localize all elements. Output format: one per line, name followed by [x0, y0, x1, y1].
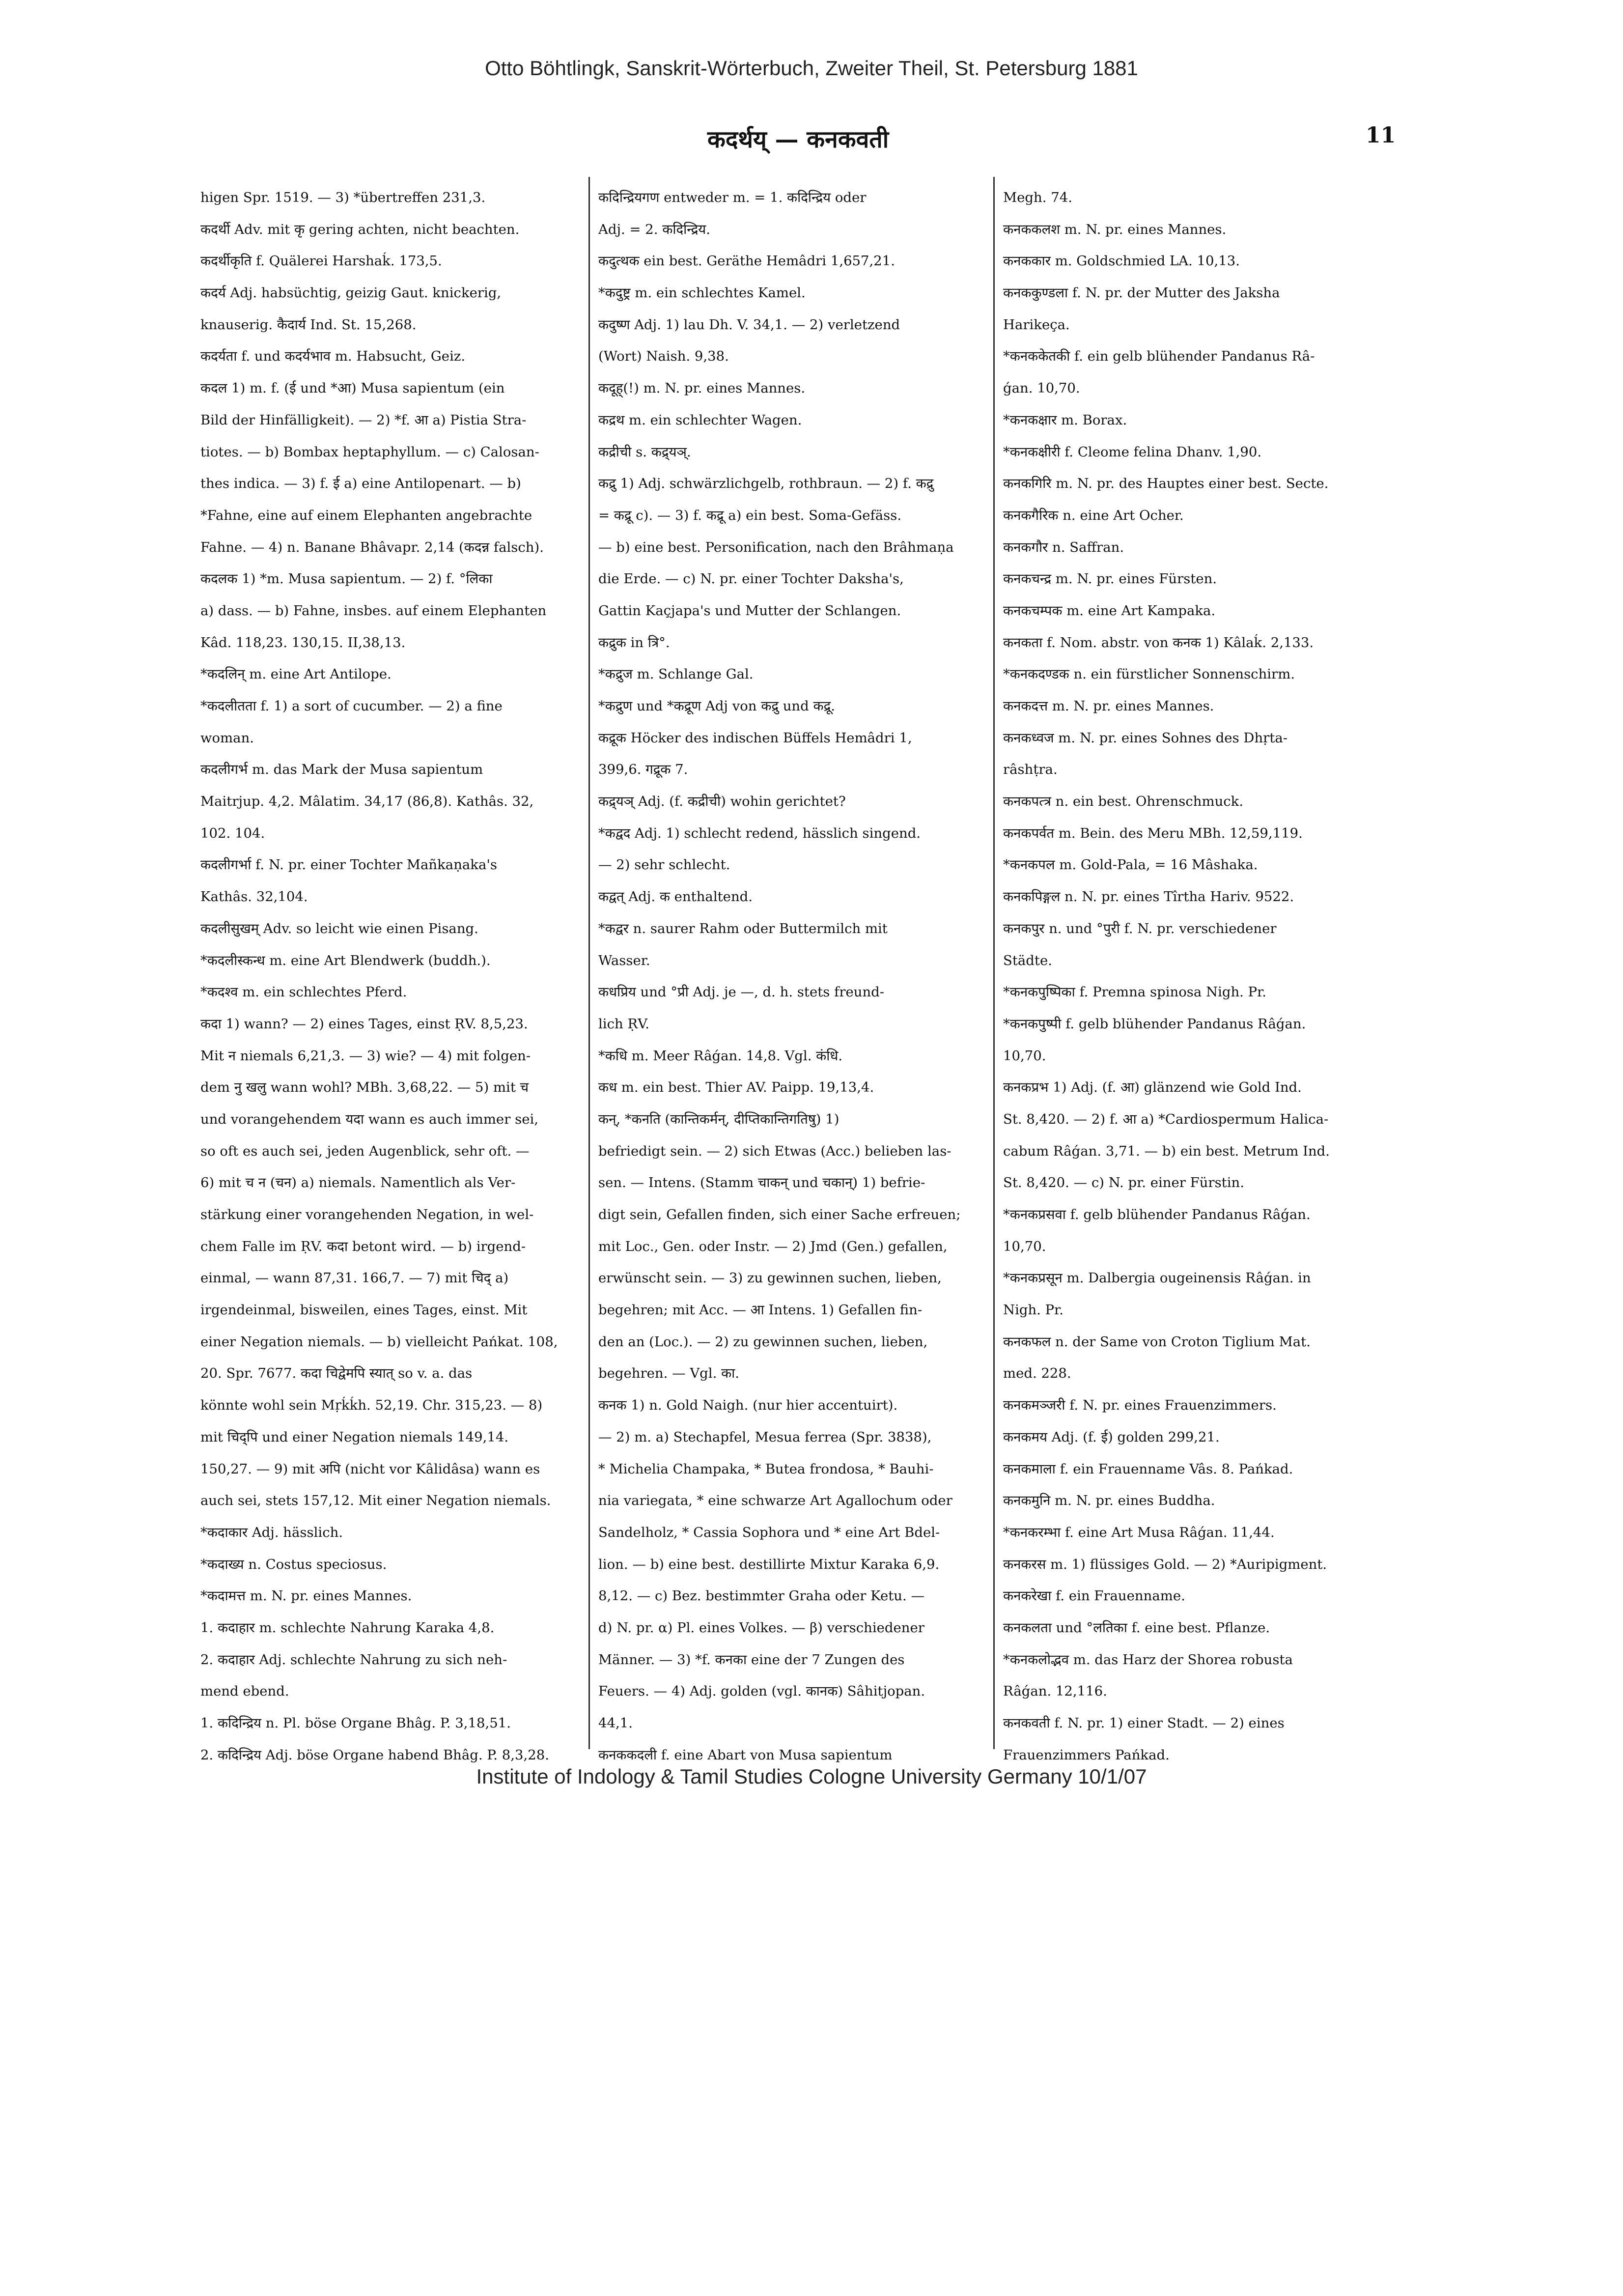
- entry-line: = कद्रू c). — 3) f. कद्रू a) ein best. Soma-Gefäss.: [598, 507, 902, 523]
- entry-line: कनकचम्पक m. eine Art Kampaka.: [1003, 602, 1216, 619]
- entry-line: *कनकपुष्पी f. gelb blühender Pandanus Râǵan.: [1003, 1016, 1306, 1032]
- entry-line: einer Negation niemals. — b) vielleicht Pańkat. 108,: [200, 1333, 558, 1350]
- entry-line: könnte wohl sein Mṛḱḱh. 52,19. Chr. 315,23. — 8): [200, 1397, 543, 1414]
- entry-line: कद्र्यञ् Adj. (f. कद्रीची) wohin gerichtet?: [598, 794, 846, 810]
- entry-line: *कनकक्षार m. Borax.: [1003, 412, 1127, 428]
- entry-line: *कनकलोद्भव m. das Harz der Shorea robusta: [1003, 1651, 1293, 1668]
- entry-line: *कनकपल m. Gold-Pala, = 16 Mâshaka.: [1003, 857, 1258, 873]
- entry-line: कनकपत्त्र n. ein best. Ohrenschmuck.: [1003, 794, 1244, 810]
- entry-line: कनकमाला f. ein Frauenname Vâs. 8. Pańkad.: [1003, 1461, 1293, 1477]
- entry-line: कदा 1) wann? — 2) eines Tages, einst ṚV. 8,5,23.: [200, 1016, 528, 1032]
- column-divider: [993, 177, 995, 1749]
- entry-line: Adj. = 2. कदिन्द्रिय.: [598, 221, 710, 237]
- entry-line: 2. कदिन्द्रिय Adj. böse Organe habend Bhâg. P. 8,3,28.: [200, 1747, 549, 1763]
- entry-line: कदलक 1) *m. Musa sapientum. — 2) f. °लिका: [200, 571, 493, 587]
- entry-line: auch sei, stets 157,12. Mit einer Negation niemals.: [200, 1493, 551, 1509]
- entry-line: 20. Spr. 7677. कदा चिद्वेमपि स्यात् so v. a. das: [200, 1365, 473, 1382]
- entry-line: *कद्रुण und *कद्रूण Adj von कद्रु und कद्रू.: [598, 698, 835, 714]
- entry-line: thes indica. — 3) f. ई a) eine Antilopenart. — b): [200, 476, 521, 492]
- entry-line: कनकलता und °लतिका f. eine best. Pflanze.: [1003, 1619, 1270, 1636]
- page-number: 11: [1366, 123, 1396, 148]
- entry-line: कनकदत्त m. N. pr. eines Mannes.: [1003, 698, 1214, 714]
- entry-line: chem Falle im ṚV. कदा betont wird. — b) irgend-: [200, 1238, 526, 1254]
- entry-line: Sandelholz, * Cassia Sophora und * eine Art Bdel-: [598, 1524, 940, 1540]
- entry-line: कदर्य Adj. habsüchtig, geizig Gaut. knickerig,: [200, 285, 502, 301]
- entry-line: cabum Râǵan. 3,71. — b) ein best. Metrum Ind.: [1003, 1143, 1330, 1159]
- entry-line: कदल 1) m. f. (ई und *आ) Musa sapientum (ein: [200, 380, 505, 397]
- entry-line: erwünscht sein. — 3) zu gewinnen suchen, lieben,: [598, 1270, 942, 1286]
- entry-line: — 2) sehr schlecht.: [598, 857, 730, 873]
- entry-line: 150,27. — 9) mit अपि (nicht vor Kâlidâsa) wann es: [200, 1461, 540, 1477]
- entry-line: 102. 104.: [200, 825, 265, 841]
- entry-line: 44,1.: [598, 1715, 633, 1731]
- entry-line: कदलीगर्भ m. das Mark der Musa sapientum: [200, 762, 483, 778]
- entry-line: so oft es auch sei, jeden Augenblick, sehr oft. —: [200, 1143, 530, 1159]
- entry-line: *कनककेतकी f. ein gelb blühender Pandanus Râ-: [1003, 348, 1315, 365]
- entry-line: कनकफल n. der Same von Croton Tiglium Mat.: [1003, 1333, 1311, 1350]
- entry-line: *कदाख्य n. Costus speciosus.: [200, 1556, 387, 1572]
- entry-line: कद्वत् Adj. क enthaltend.: [598, 889, 753, 905]
- entry-line: *कनकप्रसून m. Dalbergia ougeinensis Râǵan. in: [1003, 1270, 1311, 1286]
- entry-line: sen. — Intens. (Stamm चाकन् und चकान्) 1) befrie-: [598, 1175, 925, 1191]
- entry-line: कदलीसुखम् Adv. so leicht wie einen Pisang.: [200, 920, 478, 936]
- entry-line: die Erde. — c) N. pr. einer Tochter Daksha's,: [598, 571, 904, 587]
- entry-line: 8,12. — c) Bez. bestimmter Graha oder Ketu. —: [598, 1588, 924, 1604]
- entry-line: Kâd. 118,23. 130,15. II,38,13.: [200, 634, 406, 651]
- entry-line: mit Loc., Gen. oder Instr. — 2) Jmd (Gen.) gefallen,: [598, 1238, 948, 1254]
- entry-line: कनकवती f. N. pr. 1) einer Stadt. — 2) eines: [1003, 1715, 1285, 1731]
- entry-line: befriedigt sein. — 2) sich Etwas (Acc.) belieben las-: [598, 1143, 951, 1159]
- entry-line: den an (Loc.). — 2) zu gewinnen suchen, lieben,: [598, 1333, 928, 1350]
- entry-line: (Wort) Naish. 9,38.: [598, 348, 729, 365]
- entry-line: कन्, *कनति (कान्तिकर्मन्, दीप्तिकान्तिगतिषु) 1): [598, 1111, 839, 1127]
- entry-line: irgendeinmal, bisweilen, eines Tages, einst. Mit: [200, 1302, 528, 1318]
- entry-line: कनककदली f. eine Abart von Musa sapientum: [598, 1747, 893, 1763]
- entry-line: Städte.: [1003, 952, 1052, 968]
- entry-line: कनककार m. Goldschmied LA. 10,13.: [1003, 253, 1240, 269]
- entry-line: digt sein, Gefallen finden, sich einer Sache erfreuen;: [598, 1207, 961, 1222]
- entry-line: Nigh. Pr.: [1003, 1302, 1064, 1318]
- dictionary-column-middle: [598, 182, 986, 1771]
- page-header-headwords: कदर्थय् — कनकवती: [707, 126, 889, 153]
- entry-line: Megh. 74.: [1003, 190, 1072, 205]
- entry-line: कनकपर्वत m. Bein. des Meru MBh. 12,59,119.: [1003, 825, 1303, 841]
- entry-line: *कदाकार Adj. hässlich.: [200, 1524, 343, 1540]
- entry-line: stärkung einer vorangehenden Negation, in wel-: [200, 1207, 534, 1222]
- institute-caption: Institute of Indology & Tamil Studies Cologne University Germany 10/1/07: [476, 1765, 1147, 1788]
- entry-line: — 2) m. a) Stechapfel, Mesua ferrea (Spr. 3838),: [598, 1429, 932, 1445]
- entry-line: 1. कदिन्द्रिय n. Pl. böse Organe Bhâg. P. 3,18,51.: [200, 1715, 511, 1731]
- entry-line: *कधि m. Meer Râǵan. 14,8. Vgl. कंधि.: [598, 1048, 843, 1064]
- entry-line: कधप्रिय und °प्री Adj. je —, d. h. stets freund-: [598, 984, 885, 1000]
- entry-line: râshṭra.: [1003, 762, 1058, 778]
- entry-line: कनकरस m. 1) flüssiges Gold. — 2) *Auripigment.: [1003, 1556, 1327, 1572]
- entry-line: *कद्वद Adj. 1) schlecht redend, hässlich singend.: [598, 825, 921, 841]
- entry-line: begehren; mit Acc. — आ Intens. 1) Gefallen fin-: [598, 1302, 923, 1318]
- entry-line: कद्रूक Höcker des indischen Büffels Hemâdri 1,: [598, 730, 912, 746]
- entry-line: कनक 1) n. Gold Naigh. (nur hier accentuirt).: [598, 1397, 898, 1414]
- entry-line: कनकप्रभ 1) Adj. (f. आ) glänzend wie Gold Ind.: [1003, 1079, 1302, 1096]
- entry-line: कनककलश m. N. pr. eines Mannes.: [1003, 221, 1227, 237]
- entry-line: कदिन्द्रियगण entweder m. = 1. कदिन्द्रिय oder: [598, 190, 867, 205]
- entry-line: St. 8,420. — c) N. pr. einer Fürstin.: [1003, 1175, 1244, 1191]
- entry-line: कनकध्वज m. N. pr. eines Sohnes des Dhṛta-: [1003, 730, 1288, 746]
- entry-line: *कनकपुष्पिका f. Premna spinosa Nigh. Pr.: [1003, 984, 1267, 1000]
- entry-line: कद्रुक in त्रि°.: [598, 634, 670, 651]
- dictionary-column-right: [1003, 182, 1381, 1771]
- column-divider: [588, 177, 590, 1749]
- entry-line: कनकपुर n. und °पुरी f. N. pr. verschiedener: [1003, 920, 1277, 936]
- entry-line: begehren. — Vgl. का.: [598, 1365, 740, 1382]
- entry-line: कनकगौर n. Saffran.: [1003, 539, 1124, 555]
- entry-line: Fahne. — 4) n. Banane Bhâvapr. 2,14 (कदन्न falsch).: [200, 539, 544, 555]
- entry-line: 399,6. गद्रूक 7.: [598, 762, 688, 778]
- entry-line: Mit न niemals 6,21,3. — 3) wie? — 4) mit folgen-: [200, 1048, 531, 1064]
- entry-line: कदुष्ण Adj. 1) lau Dh. V. 34,1. — 2) verletzend: [598, 316, 900, 333]
- entry-line: tiotes. — b) Bombax heptaphyllum. — c) Calosan-: [200, 444, 539, 460]
- entry-line: कदर्यता f. und कदर्यभाव m. Habsucht, Geiz.: [200, 348, 466, 365]
- entry-line: कनकमुनि m. N. pr. eines Buddha.: [1003, 1493, 1215, 1509]
- entry-line: mit चिद्पि und einer Negation niemals 149,14.: [200, 1429, 509, 1445]
- entry-line: Feuers. — 4) Adj. golden (vgl. कानक) Sâhitjopan.: [598, 1683, 925, 1700]
- entry-line: a) dass. — b) Fahne, insbes. auf einem Elephanten: [200, 602, 547, 619]
- dictionary-column-left: [200, 182, 581, 1771]
- entry-line: कनकमय Adj. (f. ई) golden 299,21.: [1003, 1429, 1220, 1445]
- entry-line: *कनकप्रसवा f. gelb blühender Pandanus Râǵan.: [1003, 1207, 1311, 1222]
- entry-line: कध m. ein best. Thier AV. Paipp. 19,13,4.: [598, 1079, 874, 1096]
- entry-line: Männer. — 3) *f. कनका eine der 7 Zungen des: [598, 1651, 905, 1668]
- entry-line: * Michelia Champaka, * Butea frondosa, * Bauhi-: [598, 1461, 934, 1477]
- entry-line: *कदलीतता f. 1) a sort of cucumber. — 2) a fine: [200, 698, 503, 714]
- entry-line: lion. — b) eine best. destillirte Mixtur Karaka 6,9.: [598, 1556, 940, 1572]
- entry-line: कद्रीची s. कद्र्यञ्.: [598, 444, 691, 460]
- entry-line: कनकमञ्जरी f. N. pr. eines Frauenzimmers.: [1003, 1397, 1277, 1414]
- entry-line: कदुत्थक ein best. Geräthe Hemâdri 1,657,21.: [598, 253, 895, 269]
- entry-line: lich ṚV.: [598, 1016, 649, 1032]
- entry-line: Bild der Hinfälligkeit). — 2) *f. आ a) Pistia Stra-: [200, 412, 527, 428]
- entry-line: knauserig. कैदार्य Ind. St. 15,268.: [200, 316, 417, 333]
- entry-line: कनकपिङ्गल n. N. pr. eines Tîrtha Hariv. 9522.: [1003, 889, 1294, 905]
- entry-line: कनकता f. Nom. abstr. von कनक 1) Kâlaḱ. 2,133.: [1003, 634, 1314, 651]
- entry-line: *कद्वर n. saurer Rahm oder Buttermilch mit: [598, 920, 888, 936]
- entry-line: *कद्रुज m. Schlange Gal.: [598, 666, 754, 682]
- entry-line: कद्रु 1) Adj. schwärzlichgelb, rothbraun. — 2) f. कद्रु: [598, 476, 934, 492]
- entry-line: कदर्थीकृति f. Quälerei Harshaḱ. 173,5.: [200, 253, 442, 269]
- entry-line: Gattin Kaçjapa's und Mutter der Schlangen.: [598, 602, 901, 619]
- entry-line: कनककुण्डला f. N. pr. der Mutter des Jaksha: [1003, 285, 1280, 301]
- entry-line: *कदलीस्कन्ध m. eine Art Blendwerk (buddh.).: [200, 952, 491, 968]
- entry-line: कनकरेखा f. ein Frauenname.: [1003, 1588, 1185, 1604]
- entry-line: woman.: [200, 730, 254, 746]
- entry-line: 2. कदाहार Adj. schlechte Nahrung zu sich neh-: [200, 1651, 507, 1668]
- entry-line: कदर्थी Adv. mit कृ gering achten, nicht beachten.: [200, 221, 520, 237]
- entry-line: higen Spr. 1519. — 3) *übertreffen 231,3.: [200, 190, 486, 205]
- entry-line: Harikeça.: [1003, 316, 1070, 333]
- entry-line: nia variegata, * eine schwarze Art Agallochum oder: [598, 1493, 952, 1509]
- entry-line: कदलीगर्भा f. N. pr. einer Tochter Mañkaṇaka's: [200, 857, 498, 873]
- entry-line: 10,70.: [1003, 1048, 1046, 1064]
- source-caption: Otto Böhtlingk, Sanskrit-Wörterbuch, Zweiter Theil, St. Petersburg 1881: [485, 57, 1138, 80]
- entry-line: कद्रथ m. ein schlechter Wagen.: [598, 412, 802, 428]
- entry-line: *Fahne, eine auf einem Elephanten angebrachte: [200, 507, 532, 523]
- entry-line: कनकचन्द्र m. N. pr. eines Fürsten.: [1003, 571, 1217, 587]
- entry-line: *कनकरम्भा f. eine Art Musa Râǵan. 11,44.: [1003, 1524, 1275, 1540]
- entry-line: *कदश्व m. ein schlechtes Pferd.: [200, 984, 407, 1000]
- entry-line: 10,70.: [1003, 1238, 1046, 1254]
- entry-line: Kathâs. 32,104.: [200, 889, 308, 905]
- entry-line: 6) mit च न (चन) a) niemals. Namentlich als Ver-: [200, 1175, 516, 1191]
- entry-line: कदूह्(!) m. N. pr. eines Mannes.: [598, 380, 806, 397]
- entry-line: *कनकदण्डक n. ein fürstlicher Sonnenschirm.: [1003, 666, 1295, 682]
- entry-line: einmal, — wann 87,31. 166,7. — 7) mit चिद् a): [200, 1270, 509, 1286]
- entry-line: med. 228.: [1003, 1365, 1071, 1382]
- entry-line: — b) eine best. Personification, nach den Brâhmaṇa: [598, 539, 954, 555]
- entry-line: Râǵan. 12,116.: [1003, 1683, 1107, 1700]
- entry-line: 1. कदाहार m. schlechte Nahrung Karaka 4,8.: [200, 1619, 495, 1636]
- entry-line: d) N. pr. α) Pl. eines Volkes. — β) verschiedener: [598, 1619, 924, 1636]
- entry-line: *कदुष्ट्र m. ein schlechtes Kamel.: [598, 285, 806, 301]
- entry-line: dem नु खलु wann wohl? MBh. 3,68,22. — 5) mit च: [200, 1079, 529, 1096]
- entry-line: Wasser.: [598, 952, 650, 968]
- entry-line: कनकगैरिक n. eine Art Ocher.: [1003, 507, 1184, 523]
- entry-line: *कदलिन् m. eine Art Antilope.: [200, 666, 392, 682]
- entry-line: ǵan. 10,70.: [1003, 380, 1080, 397]
- entry-line: und vorangehendem यदा wann es auch immer sei,: [200, 1111, 539, 1127]
- entry-line: Frauenzimmers Pańkad.: [1003, 1747, 1170, 1763]
- entry-line: mend ebend.: [200, 1683, 289, 1700]
- entry-line: Maitrjup. 4,2. Mâlatim. 34,17 (86,8). Kathâs. 32,: [200, 794, 534, 810]
- entry-line: कनकगिरि m. N. pr. des Hauptes einer best. Secte.: [1003, 476, 1329, 492]
- entry-line: *कदामत्त m. N. pr. eines Mannes.: [200, 1588, 412, 1604]
- entry-line: St. 8,420. — 2) f. आ a) *Cardiospermum Halica-: [1003, 1111, 1329, 1127]
- entry-line: *कनकक्षीरी f. Cleome felina Dhanv. 1,90.: [1003, 444, 1262, 460]
